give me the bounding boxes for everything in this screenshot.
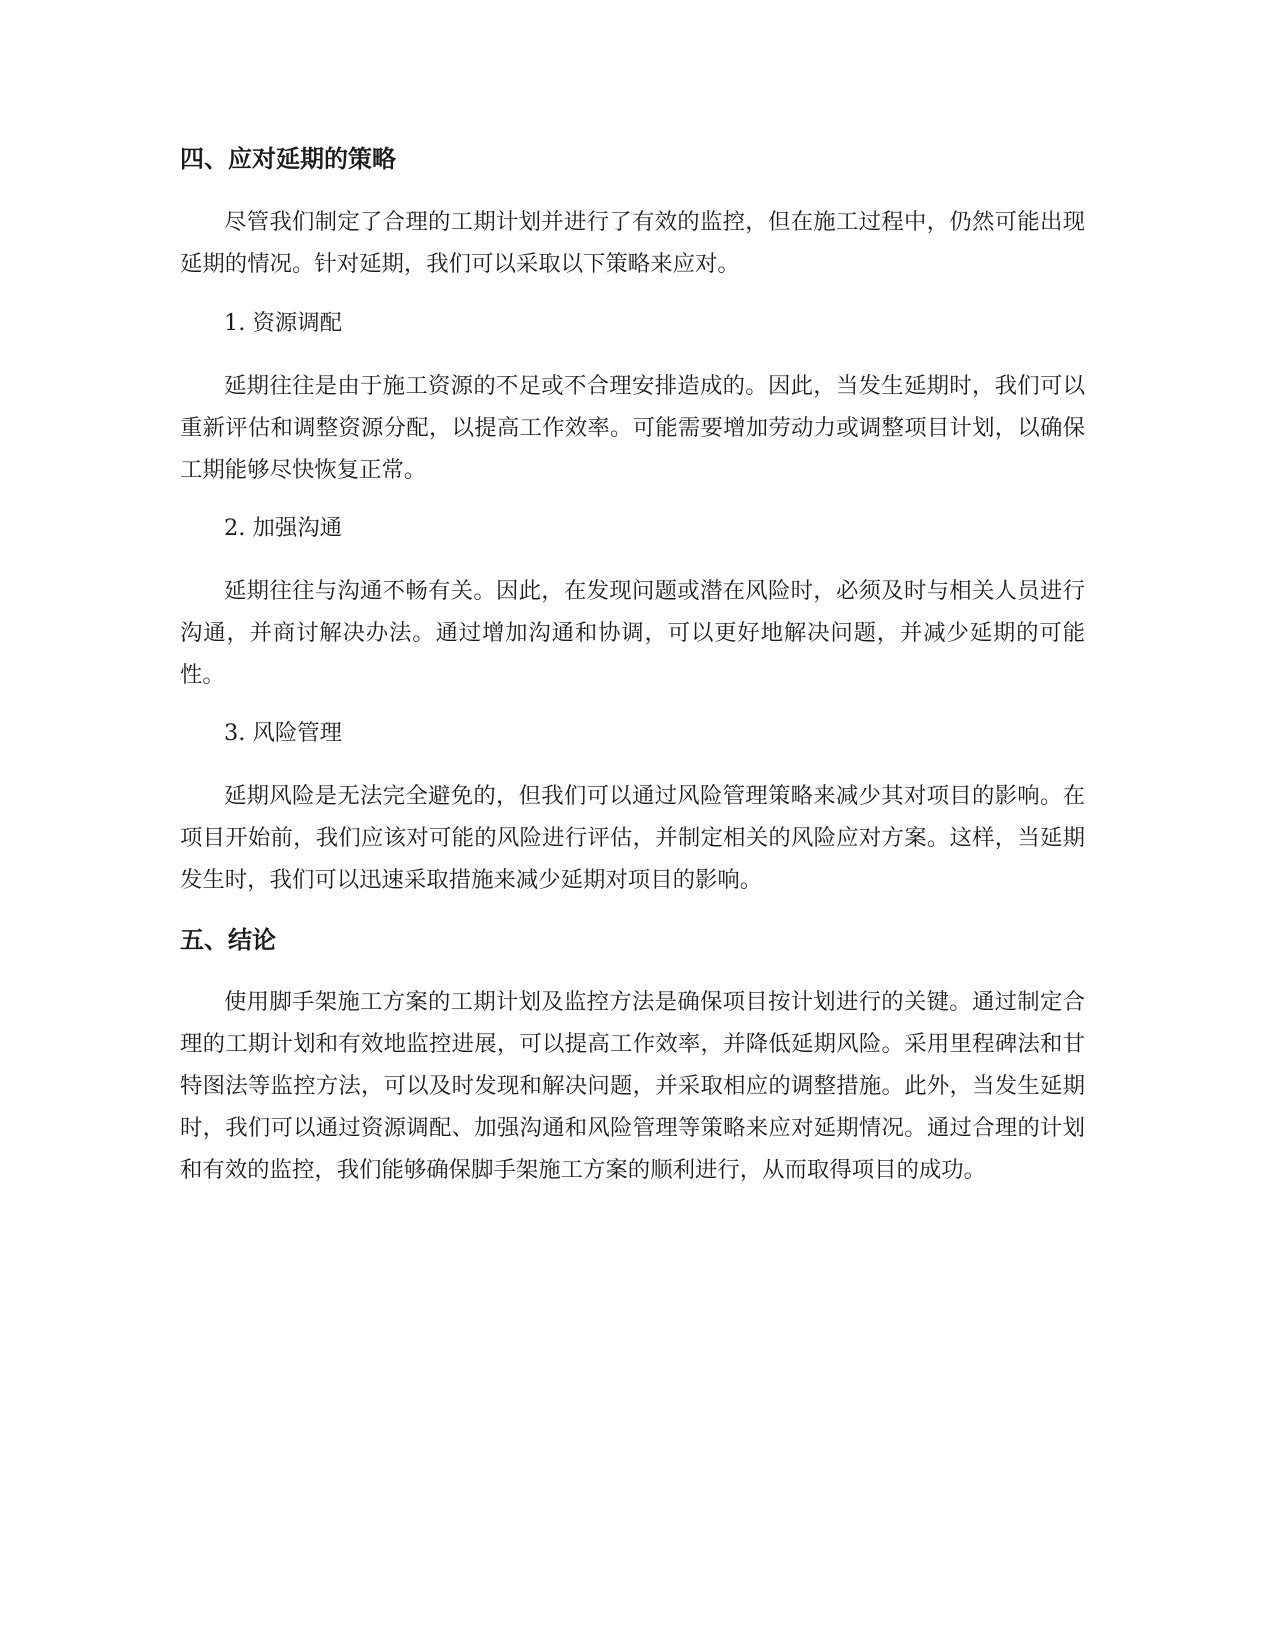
section-4-heading: 四、应对延期的策略 (180, 145, 396, 173)
section-5-body: 使用脚手架施工方案的工期计划及监控方法是确保项目按计划进行的关键。通过制定合理的工期计划和有效地监控进展，可以提高工作效率，并降低延期风险。采用里程碑法和甘特图法等监控方法，可以及时发现和解决问题，并采取相应的调整措施。此外，当发生延期时，我们可以通过资源调配、加强沟通和风险管理等策略来应对延期情况。通过合理的计划和有效的监控，我们能够确保脚手架施工方案的顺利进行，从而取得项目的成功。 (180, 989, 1085, 1183)
item-3-body: 延期风险是无法完全避免的，但我们可以通过风险管理策略来减少其对项目的影响。在项目开始前，我们应该对可能的风险进行评估，并制定相关的风险应对方案。这样，当延期发生时，我们可以迅速采取措施来减少延期对项目的影响。 (180, 783, 1085, 893)
item-1-title: 1. 资源调配 (224, 310, 343, 336)
item-2-title: 2. 加强沟通 (224, 515, 343, 541)
section-4-intro: 尽管我们制定了合理的工期计划并进行了有效的监控，但在施工过程中，仍然可能出现延期的情况。针对延期，我们可以采取以下策略来应对。 (180, 209, 1085, 277)
item-1-body: 延期往往是由于施工资源的不足或不合理安排造成的。因此，当发生延期时，我们可以重新评估和调整资源分配，以提高工作效率。可能需要增加劳动力或调整项目计划，以确保工期能够尽快恢复正常。 (180, 373, 1085, 483)
section-5-heading: 五、结论 (180, 926, 276, 954)
item-2-body: 延期往往与沟通不畅有关。因此，在发现问题或潜在风险时，必须及时与相关人员进行沟通，并商讨解决办法。通过增加沟通和协调，可以更好地解决问题，并减少延期的可能性。 (180, 578, 1085, 688)
item-3-title: 3. 风险管理 (224, 720, 343, 746)
